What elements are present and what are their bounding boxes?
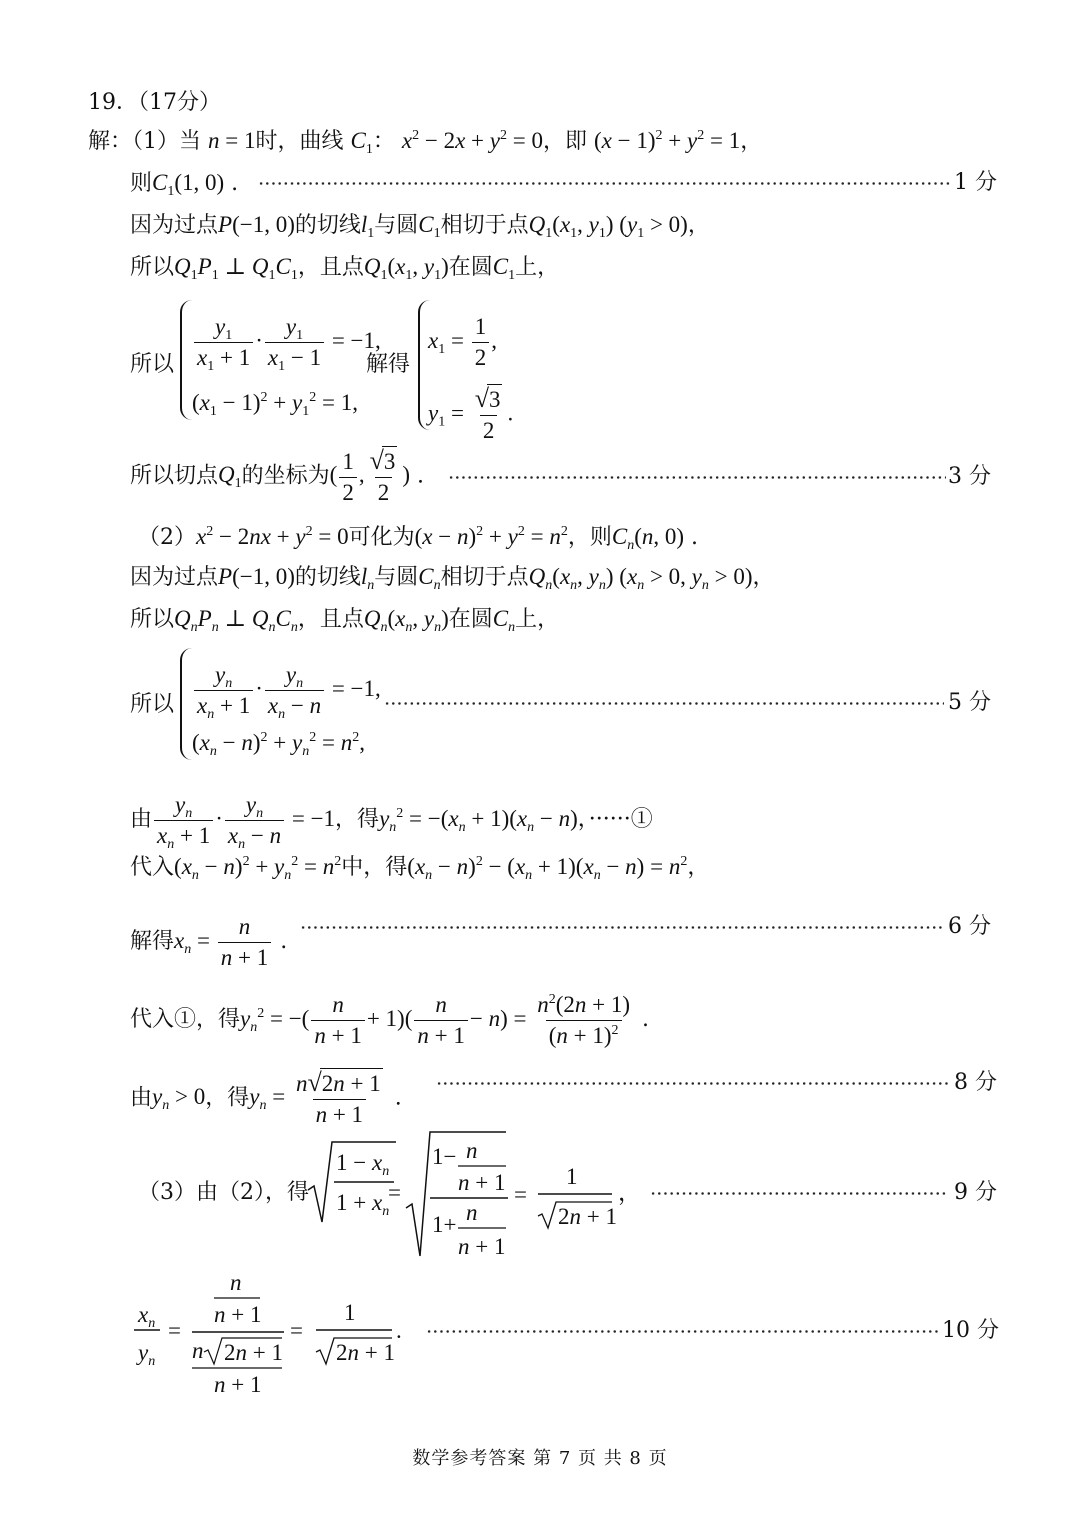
- svg-text:n: n: [230, 1270, 242, 1295]
- part2-line7: 代入①，得$y_n^2$ = −( $\frac{n}{n + 1}$ + 1)( $\frac{n}{n + 1}$ − n) = $\frac{n^2(2n + 1)}{(n + 1)^2}$ .: [130, 990, 649, 1051]
- part3-line1: （3）由（2），得: [138, 1180, 309, 1205]
- svg-text:n + 1: n + 1: [458, 1170, 506, 1195]
- leader-dots: [258, 182, 952, 185]
- leader-dots: [384, 702, 944, 705]
- svg-text:1 − xn: $1 - x_n$: [336, 1150, 390, 1179]
- svg-text:n + 1: n + 1: [214, 1372, 262, 1397]
- svg-text:n: n: [466, 1200, 478, 1225]
- left-brace: [180, 300, 192, 420]
- problem-number: 19．: [88, 90, 138, 115]
- system2-eq1: $\frac{y_n}{x_n + 1}$ · $\frac{y_n}{x_n - n}$ = −1,: [192, 660, 381, 721]
- part1-line3: 因为过点P(−1, 0)的切线$l_1$与圆$C_1$相切于点$Q_1(x_1$, $y_1$) $(y_1 > 0)$，: [130, 212, 710, 241]
- problem-header: [88, 88, 221, 118]
- part1-result: 所以切点$Q_1$的坐标为( $\frac{1}{2}$ , $\frac{√3}{2}$ ) .: [130, 446, 424, 508]
- svg-text:n + 1: n + 1: [458, 1234, 506, 1259]
- svg-text:1+: 1+: [432, 1212, 457, 1237]
- leader-dots: [436, 1082, 948, 1085]
- svg-text:.: .: [396, 1318, 402, 1343]
- ratio-equation: [130, 1268, 420, 1400]
- svg-text:1−: 1−: [432, 1144, 457, 1169]
- svg-text:1: 1: [566, 1164, 578, 1189]
- suoyi-label: 所以: [130, 692, 175, 717]
- page-footer: 数学参考答案 第 7 页 共 8 页: [412, 1448, 668, 1469]
- svg-text:=: =: [388, 1180, 401, 1205]
- svg-text:2n + 1: 2n + 1: [336, 1340, 395, 1365]
- solution-y1: $y_1$ = $\frac{√3}{2}$ .: [428, 384, 513, 446]
- part1-line2: 则$C_1(1$, 0) .: [130, 170, 239, 199]
- svg-text:yn: $y_n$: [138, 1340, 156, 1369]
- svg-text:2n + 1: 2n + 1: [224, 1340, 283, 1365]
- part1-line4: 所以$Q_1P_1$ ⊥ $Q_1C_1$，且点$Q_1(x_1$, $y_1$)在圆$C_1$上，: [130, 254, 560, 283]
- part2-line8: 由$y_n > 0$，得$y_n$ = $\frac{n√2n + 1}{n + 1}$ .: [130, 1068, 402, 1130]
- solution-x1: $x_1$ = $\frac{1}{2}$ ,: [428, 312, 497, 373]
- svg-text:=: =: [290, 1318, 303, 1343]
- svg-text:1: 1: [344, 1300, 356, 1325]
- svg-text:，: ，: [618, 1180, 641, 1205]
- problem-points: （17分）: [138, 90, 221, 115]
- score-8: 8 分: [954, 1070, 997, 1095]
- svg-text:n: n: [466, 1138, 478, 1163]
- system1-eq1: $\frac{y_1}{x_1 + 1}$ · $\frac{y_1}{x_1 - 1}$ = −1,: [192, 312, 381, 373]
- leader-dots: [448, 476, 946, 479]
- left-brace: [180, 648, 192, 760]
- score-5: 5 分: [948, 690, 991, 715]
- svg-text:n + 1: n + 1: [214, 1302, 262, 1327]
- jiede-label: 解得: [366, 352, 411, 377]
- part2-line2: 因为过点P(−1, 0)的切线$l_n$与圆$C_n$相切于点$Q_n(x_n$, $y_n$) ($x_n > 0$, $y_n > 0$)，: [130, 564, 775, 593]
- svg-text:1 + xn: $1 + x_n$: [336, 1190, 390, 1219]
- leader-dots: [300, 926, 944, 929]
- svg-text:xn: $x_n$: [138, 1302, 156, 1331]
- part2-line4: 由 $\frac{y_n}{x_n + 1}$ · $\frac{y_n}{x_n - n}$ = −1，得$y_n^2 = -(x_n + 1)(x_n - n)$，······①: [130, 792, 653, 852]
- svg-text:n: n: [192, 1338, 204, 1363]
- score-6: 6 分: [948, 914, 991, 939]
- score-9: 9 分: [954, 1180, 997, 1205]
- suoyi-label: 所以: [130, 352, 175, 377]
- part3-equation: [306, 1138, 641, 1260]
- system1-eq2: $(x_1 - 1)^2 + y_1^2 = 1$,: [192, 390, 358, 419]
- part2-line5: 代入$(x_n - n)^2 + y_n^2 = n^2$中，得$(x_n - n)^2 - (x_n + 1)(x_n - n) = n^2$，: [130, 854, 710, 883]
- part2-line1: $(2)x^2 - 2nx + y^2 = 0$可化为$(x - n)^2 + y^2 = n^2$，则$C_n(n$, 0) .: [138, 524, 699, 553]
- part1-line1: 解：（1）当 n = 1时，曲线 $C_1$： $x^2 - 2x + y^2 = 0$，即 $(x - 1)^2 + y^2 = 1$，: [88, 128, 763, 157]
- score-3: 3 分: [948, 464, 991, 489]
- part2-line3: 所以$Q_nP_n$ ⊥ $Q_nC_n$，且点$Q_n(x_n$, $y_n$)在圆$C_n$上，: [130, 606, 560, 635]
- svg-text:=: =: [168, 1318, 181, 1343]
- score-10: 10 分: [942, 1318, 999, 1343]
- leader-dots: [650, 1192, 948, 1195]
- svg-text:=: =: [514, 1182, 527, 1207]
- system2-eq2: $(x_n - n)^2 + y_n^2 = n^2$,: [192, 730, 365, 759]
- svg-text:2n + 1: 2n + 1: [558, 1204, 617, 1229]
- score-1: 1 分: [954, 170, 997, 195]
- part2-line6: 解得$x_n$ = $\frac{n}{n + 1}$ .: [130, 912, 287, 973]
- leader-dots: [426, 1330, 940, 1333]
